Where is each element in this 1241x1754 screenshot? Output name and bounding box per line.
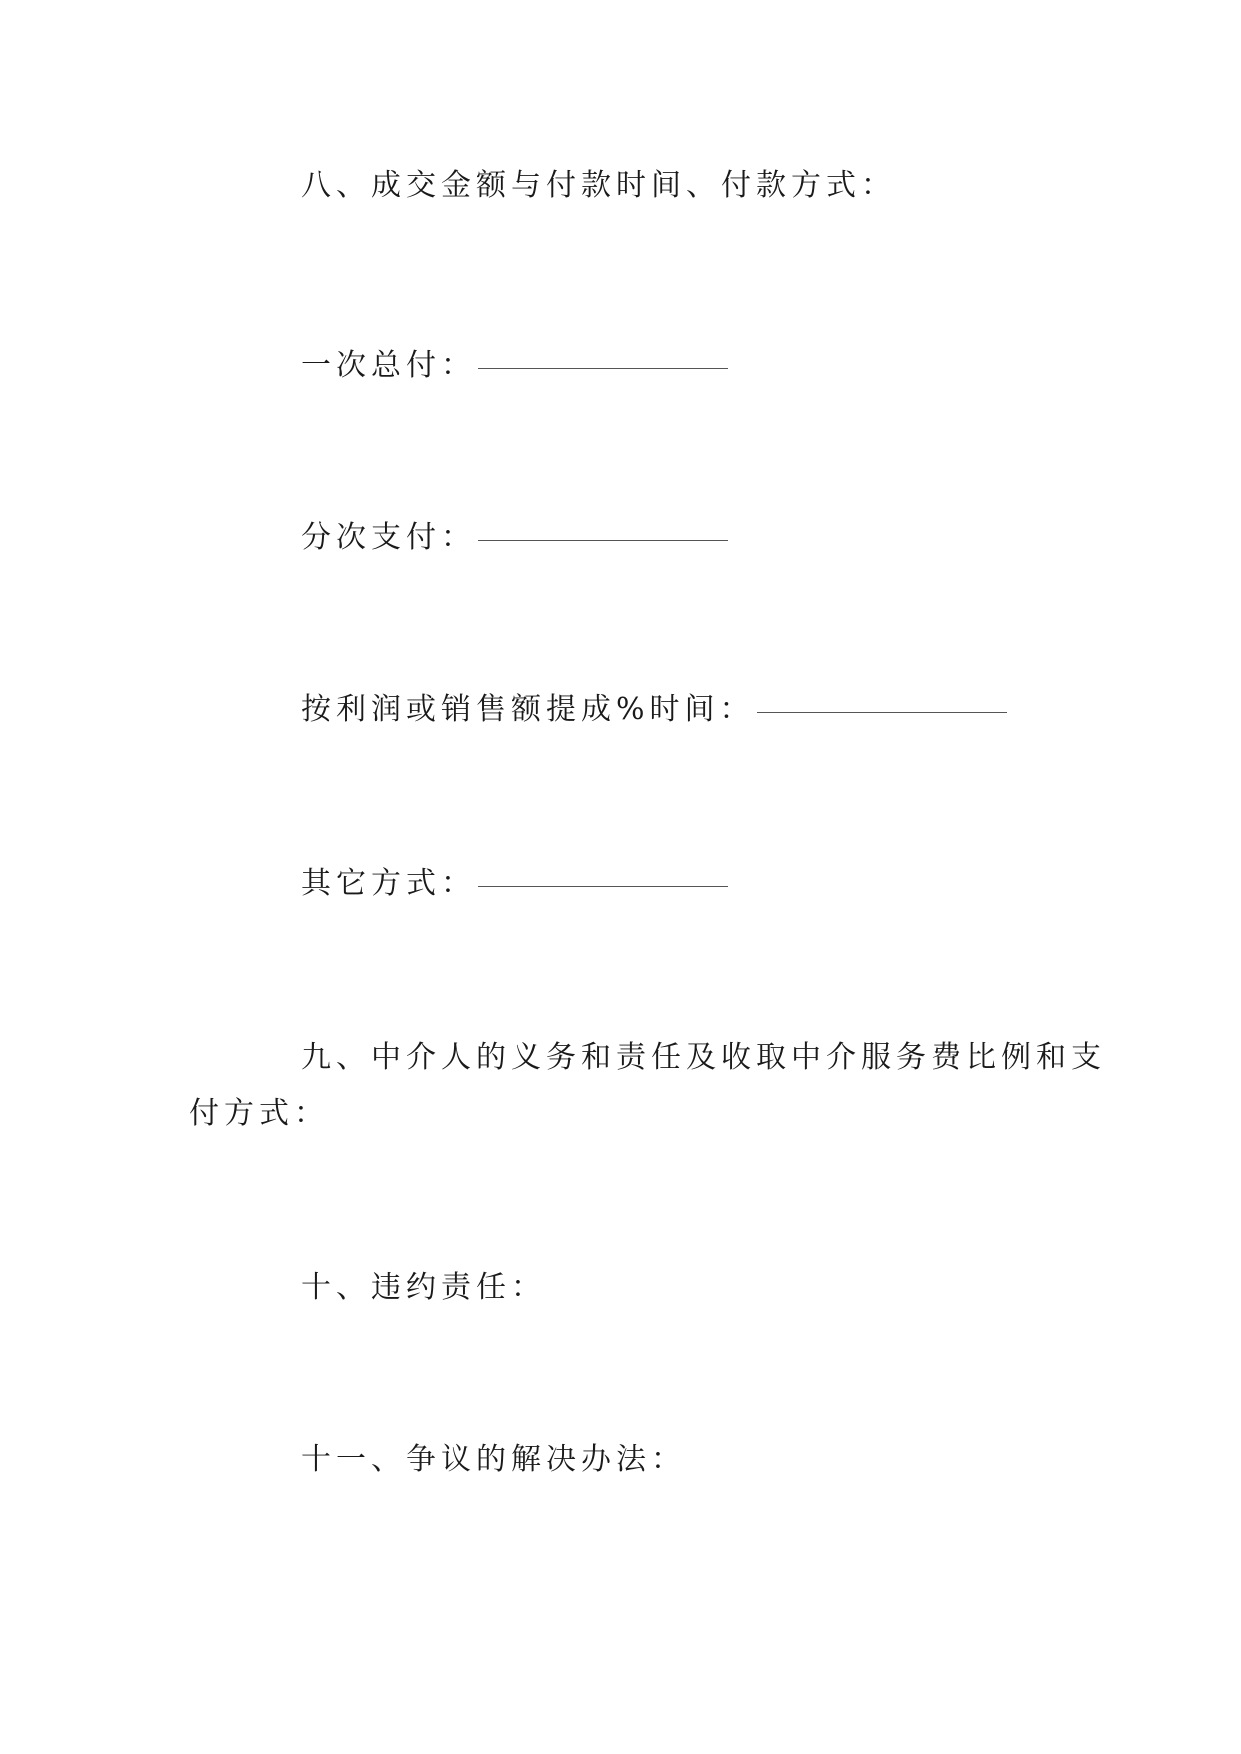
lump-sum-payment-label: 一次总付：: [301, 348, 476, 383]
other-payment-line: [301, 866, 728, 902]
section-9-text-line1: 九、中介人的义务和责任及收取中介服务费比例和支: [301, 1040, 1106, 1075]
installment-payment-line: [301, 520, 728, 556]
commission-payment-label: 按利润或销售额提成%时间：: [301, 692, 755, 727]
commission-payment-blank: [757, 711, 1007, 713]
installment-payment-blank: [478, 539, 728, 541]
section-10-text: 十、违约责任：: [301, 1270, 546, 1305]
commission-payment-line: [301, 692, 1007, 728]
installment-payment-label: 分次支付：: [301, 520, 476, 555]
other-payment-blank: [478, 885, 728, 887]
section-9-heading-line2: [189, 1096, 329, 1132]
section-11-heading: [301, 1442, 686, 1478]
section-8-heading: [301, 168, 896, 204]
lump-sum-payment-blank: [478, 367, 728, 369]
other-payment-label: 其它方式：: [301, 866, 476, 901]
lump-sum-payment-line: [301, 348, 728, 384]
section-9-text-line2: 付方式：: [189, 1096, 329, 1131]
section-11-text: 十一、争议的解决办法：: [301, 1442, 686, 1477]
section-8-text: 八、成交金额与付款时间、付款方式：: [301, 168, 896, 203]
section-10-heading: [301, 1270, 546, 1306]
section-9-heading-line1: [301, 1040, 1106, 1076]
